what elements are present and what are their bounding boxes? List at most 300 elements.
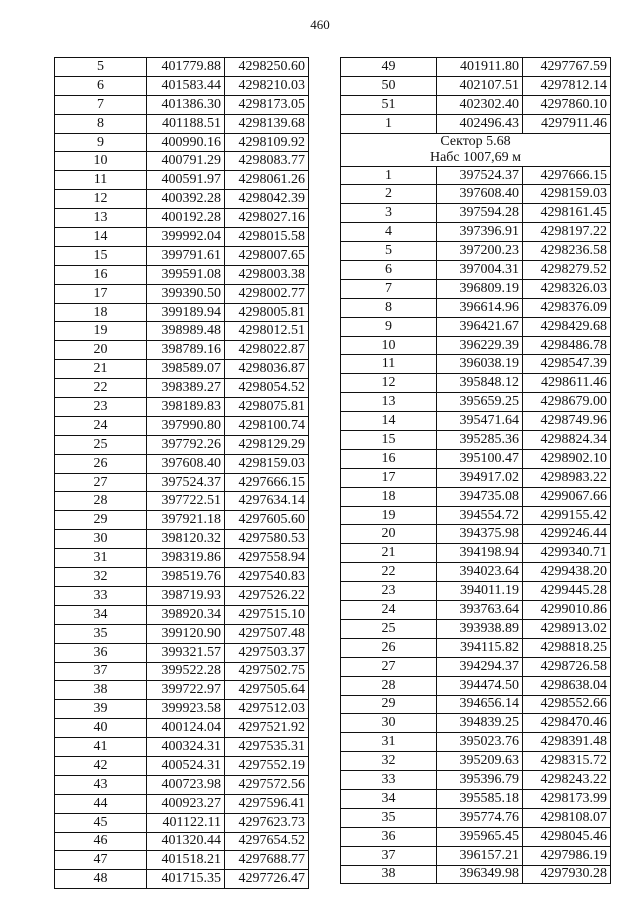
point-number-cell: 2 bbox=[341, 185, 437, 204]
y-coordinate-cell: 4298818.25 bbox=[523, 638, 611, 657]
x-coordinate-cell: 397594.28 bbox=[437, 204, 523, 223]
x-coordinate-cell: 400392.28 bbox=[147, 190, 225, 209]
point-number-cell: 51 bbox=[341, 95, 437, 114]
point-number-cell: 17 bbox=[341, 468, 437, 487]
x-coordinate-cell: 397004.31 bbox=[437, 261, 523, 280]
x-coordinate-cell: 394474.50 bbox=[437, 676, 523, 695]
table-row bbox=[341, 166, 611, 185]
table-row bbox=[341, 487, 611, 506]
x-coordinate-cell: 399923.58 bbox=[147, 700, 225, 719]
x-coordinate-cell: 397990.80 bbox=[147, 416, 225, 435]
y-coordinate-cell: 4297535.31 bbox=[225, 738, 309, 757]
page-number: 460 bbox=[310, 17, 330, 32]
point-number-cell: 14 bbox=[55, 228, 147, 247]
point-number-cell: 11 bbox=[341, 355, 437, 374]
table-row bbox=[55, 738, 309, 757]
x-coordinate-cell: 397524.37 bbox=[147, 473, 225, 492]
table-row bbox=[341, 468, 611, 487]
x-coordinate-cell: 393763.64 bbox=[437, 601, 523, 620]
y-coordinate-cell: 4298726.58 bbox=[523, 657, 611, 676]
y-coordinate-cell: 4297572.56 bbox=[225, 775, 309, 794]
point-number-cell: 38 bbox=[55, 681, 147, 700]
table-row bbox=[341, 76, 611, 95]
table-row bbox=[341, 865, 611, 884]
table-row bbox=[55, 492, 309, 511]
x-coordinate-cell: 394115.82 bbox=[437, 638, 523, 657]
point-number-cell: 46 bbox=[55, 832, 147, 851]
y-coordinate-cell: 4298749.96 bbox=[523, 412, 611, 431]
coordinates-table-left bbox=[54, 57, 309, 889]
point-number-cell: 30 bbox=[341, 714, 437, 733]
table-row bbox=[341, 657, 611, 676]
point-number-cell: 22 bbox=[55, 379, 147, 398]
y-coordinate-cell: 4297860.10 bbox=[523, 95, 611, 114]
y-coordinate-cell: 4297505.64 bbox=[225, 681, 309, 700]
table-row bbox=[55, 265, 309, 284]
table-row bbox=[341, 506, 611, 525]
sector-header-row bbox=[341, 133, 611, 166]
y-coordinate-cell: 4298005.81 bbox=[225, 303, 309, 322]
x-coordinate-cell: 398589.07 bbox=[147, 360, 225, 379]
point-number-cell: 16 bbox=[55, 265, 147, 284]
table-row bbox=[341, 374, 611, 393]
x-coordinate-cell: 394375.98 bbox=[437, 525, 523, 544]
point-number-cell: 34 bbox=[341, 789, 437, 808]
table-row bbox=[341, 846, 611, 865]
point-number-cell: 16 bbox=[341, 449, 437, 468]
point-number-cell: 12 bbox=[55, 190, 147, 209]
x-coordinate-cell: 398389.27 bbox=[147, 379, 225, 398]
point-number-cell: 40 bbox=[55, 719, 147, 738]
table-row bbox=[55, 133, 309, 152]
table-row bbox=[55, 870, 309, 889]
table-row bbox=[55, 379, 309, 398]
sector-title: Сектор 5.68 bbox=[440, 133, 511, 149]
x-coordinate-cell: 401188.51 bbox=[147, 114, 225, 133]
y-coordinate-cell: 4298279.52 bbox=[523, 261, 611, 280]
y-coordinate-cell: 4298547.39 bbox=[523, 355, 611, 374]
point-number-cell: 19 bbox=[341, 506, 437, 525]
x-coordinate-cell: 397792.26 bbox=[147, 435, 225, 454]
point-number-cell: 23 bbox=[55, 398, 147, 417]
table-row bbox=[341, 827, 611, 846]
table-row bbox=[55, 530, 309, 549]
y-coordinate-cell: 4298139.68 bbox=[225, 114, 309, 133]
table-row bbox=[55, 435, 309, 454]
y-coordinate-cell: 4298902.10 bbox=[523, 449, 611, 468]
table-row bbox=[341, 449, 611, 468]
point-number-cell: 28 bbox=[341, 676, 437, 695]
x-coordinate-cell: 402302.40 bbox=[437, 95, 523, 114]
x-coordinate-cell: 396157.21 bbox=[437, 846, 523, 865]
y-coordinate-cell: 4297726.47 bbox=[225, 870, 309, 889]
y-coordinate-cell: 4297515.10 bbox=[225, 605, 309, 624]
y-coordinate-cell: 4298983.22 bbox=[523, 468, 611, 487]
x-coordinate-cell: 399992.04 bbox=[147, 228, 225, 247]
table-row bbox=[341, 336, 611, 355]
point-number-cell: 13 bbox=[341, 393, 437, 412]
point-number-cell: 27 bbox=[341, 657, 437, 676]
point-number-cell: 26 bbox=[55, 454, 147, 473]
point-number-cell: 9 bbox=[55, 133, 147, 152]
x-coordinate-cell: 394554.72 bbox=[437, 506, 523, 525]
y-coordinate-cell: 4299067.66 bbox=[523, 487, 611, 506]
x-coordinate-cell: 400591.97 bbox=[147, 171, 225, 190]
table-row bbox=[341, 431, 611, 450]
point-number-cell: 19 bbox=[55, 322, 147, 341]
point-number-cell: 39 bbox=[55, 700, 147, 719]
table-row bbox=[55, 95, 309, 114]
x-coordinate-cell: 394656.14 bbox=[437, 695, 523, 714]
table-row bbox=[55, 662, 309, 681]
table-row bbox=[55, 549, 309, 568]
x-coordinate-cell: 400791.29 bbox=[147, 152, 225, 171]
table-row bbox=[55, 398, 309, 417]
point-number-cell: 22 bbox=[341, 563, 437, 582]
x-coordinate-cell: 394839.25 bbox=[437, 714, 523, 733]
point-number-cell: 43 bbox=[55, 775, 147, 794]
table-row bbox=[55, 851, 309, 870]
x-coordinate-cell: 397524.37 bbox=[437, 166, 523, 185]
y-coordinate-cell: 4298824.34 bbox=[523, 431, 611, 450]
y-coordinate-cell: 4298100.74 bbox=[225, 416, 309, 435]
point-number-cell: 17 bbox=[55, 284, 147, 303]
x-coordinate-cell: 396349.98 bbox=[437, 865, 523, 884]
x-coordinate-cell: 394198.94 bbox=[437, 544, 523, 563]
x-coordinate-cell: 401518.21 bbox=[147, 851, 225, 870]
point-number-cell: 14 bbox=[341, 412, 437, 431]
x-coordinate-cell: 401911.80 bbox=[437, 58, 523, 77]
table-row bbox=[55, 775, 309, 794]
y-coordinate-cell: 4298486.78 bbox=[523, 336, 611, 355]
y-coordinate-cell: 4297580.53 bbox=[225, 530, 309, 549]
table-row bbox=[55, 322, 309, 341]
table-row bbox=[341, 582, 611, 601]
table-row bbox=[341, 95, 611, 114]
x-coordinate-cell: 395965.45 bbox=[437, 827, 523, 846]
x-coordinate-cell: 395023.76 bbox=[437, 733, 523, 752]
point-number-cell: 36 bbox=[55, 643, 147, 662]
x-coordinate-cell: 402107.51 bbox=[437, 76, 523, 95]
y-coordinate-cell: 4298161.45 bbox=[523, 204, 611, 223]
y-coordinate-cell: 4298391.48 bbox=[523, 733, 611, 752]
x-coordinate-cell: 398519.76 bbox=[147, 568, 225, 587]
table-row bbox=[55, 303, 309, 322]
x-coordinate-cell: 395209.63 bbox=[437, 752, 523, 771]
point-number-cell: 27 bbox=[55, 473, 147, 492]
sector-height: Набс 1007,69 м bbox=[429, 149, 522, 165]
y-coordinate-cell: 4298022.87 bbox=[225, 341, 309, 360]
point-number-cell: 44 bbox=[55, 794, 147, 813]
table-row bbox=[341, 601, 611, 620]
x-coordinate-cell: 398789.16 bbox=[147, 341, 225, 360]
table-row bbox=[341, 638, 611, 657]
x-coordinate-cell: 395585.18 bbox=[437, 789, 523, 808]
x-coordinate-cell: 396421.67 bbox=[437, 317, 523, 336]
y-coordinate-cell: 4298129.29 bbox=[225, 435, 309, 454]
point-number-cell: 4 bbox=[341, 223, 437, 242]
point-number-cell: 33 bbox=[55, 586, 147, 605]
table-row bbox=[341, 298, 611, 317]
table-row bbox=[55, 756, 309, 775]
y-coordinate-cell: 4298054.52 bbox=[225, 379, 309, 398]
x-coordinate-cell: 400923.27 bbox=[147, 794, 225, 813]
point-number-cell: 21 bbox=[341, 544, 437, 563]
x-coordinate-cell: 395774.76 bbox=[437, 808, 523, 827]
point-number-cell: 5 bbox=[341, 242, 437, 261]
table-row bbox=[341, 676, 611, 695]
point-number-cell: 36 bbox=[341, 827, 437, 846]
table-row bbox=[341, 355, 611, 374]
table-row bbox=[55, 341, 309, 360]
y-coordinate-cell: 4297540.83 bbox=[225, 568, 309, 587]
x-coordinate-cell: 394735.08 bbox=[437, 487, 523, 506]
table-row bbox=[55, 568, 309, 587]
y-coordinate-cell: 4298210.03 bbox=[225, 76, 309, 95]
point-number-cell: 45 bbox=[55, 813, 147, 832]
x-coordinate-cell: 393938.89 bbox=[437, 619, 523, 638]
x-coordinate-cell: 402496.43 bbox=[437, 114, 523, 133]
coordinates-table-right bbox=[340, 57, 611, 884]
point-number-cell: 12 bbox=[341, 374, 437, 393]
point-number-cell: 35 bbox=[55, 624, 147, 643]
y-coordinate-cell: 4298045.46 bbox=[523, 827, 611, 846]
y-coordinate-cell: 4298315.72 bbox=[523, 752, 611, 771]
x-coordinate-cell: 396614.96 bbox=[437, 298, 523, 317]
x-coordinate-cell: 397200.23 bbox=[437, 242, 523, 261]
table-row bbox=[341, 393, 611, 412]
table-row bbox=[55, 171, 309, 190]
point-number-cell: 33 bbox=[341, 771, 437, 790]
table-row bbox=[55, 586, 309, 605]
y-coordinate-cell: 4297605.60 bbox=[225, 511, 309, 530]
x-coordinate-cell: 400192.28 bbox=[147, 209, 225, 228]
table-row bbox=[341, 204, 611, 223]
x-coordinate-cell: 398189.83 bbox=[147, 398, 225, 417]
x-coordinate-cell: 398719.93 bbox=[147, 586, 225, 605]
table-row bbox=[55, 152, 309, 171]
table-row bbox=[341, 544, 611, 563]
point-number-cell: 26 bbox=[341, 638, 437, 657]
y-coordinate-cell: 4297558.94 bbox=[225, 549, 309, 568]
y-coordinate-cell: 4297911.46 bbox=[523, 114, 611, 133]
y-coordinate-cell: 4298075.81 bbox=[225, 398, 309, 417]
x-coordinate-cell: 400124.04 bbox=[147, 719, 225, 738]
x-coordinate-cell: 398319.86 bbox=[147, 549, 225, 568]
y-coordinate-cell: 4298173.05 bbox=[225, 95, 309, 114]
y-coordinate-cell: 4298036.87 bbox=[225, 360, 309, 379]
point-number-cell: 24 bbox=[341, 601, 437, 620]
point-number-cell: 20 bbox=[341, 525, 437, 544]
x-coordinate-cell: 398120.32 bbox=[147, 530, 225, 549]
y-coordinate-cell: 4298002.77 bbox=[225, 284, 309, 303]
x-coordinate-cell: 396809.19 bbox=[437, 279, 523, 298]
point-number-cell: 20 bbox=[55, 341, 147, 360]
y-coordinate-cell: 4298108.07 bbox=[523, 808, 611, 827]
table-row bbox=[341, 752, 611, 771]
x-coordinate-cell: 395396.79 bbox=[437, 771, 523, 790]
x-coordinate-cell: 401583.44 bbox=[147, 76, 225, 95]
y-coordinate-cell: 4298376.09 bbox=[523, 298, 611, 317]
y-coordinate-cell: 4297502.75 bbox=[225, 662, 309, 681]
sector-header bbox=[341, 133, 611, 166]
point-number-cell: 50 bbox=[341, 76, 437, 95]
y-coordinate-cell: 4297688.77 bbox=[225, 851, 309, 870]
table-row bbox=[55, 209, 309, 228]
point-number-cell: 15 bbox=[55, 246, 147, 265]
x-coordinate-cell: 399522.28 bbox=[147, 662, 225, 681]
x-coordinate-cell: 401779.88 bbox=[147, 58, 225, 77]
x-coordinate-cell: 400990.16 bbox=[147, 133, 225, 152]
table-row bbox=[55, 832, 309, 851]
table-row bbox=[341, 733, 611, 752]
x-coordinate-cell: 400524.31 bbox=[147, 756, 225, 775]
point-number-cell: 23 bbox=[341, 582, 437, 601]
table-row bbox=[341, 619, 611, 638]
x-coordinate-cell: 395100.47 bbox=[437, 449, 523, 468]
point-number-cell: 7 bbox=[341, 279, 437, 298]
y-coordinate-cell: 4297507.48 bbox=[225, 624, 309, 643]
point-number-cell: 8 bbox=[55, 114, 147, 133]
y-coordinate-cell: 4298243.22 bbox=[523, 771, 611, 790]
y-coordinate-cell: 4298012.51 bbox=[225, 322, 309, 341]
y-coordinate-cell: 4297666.15 bbox=[225, 473, 309, 492]
y-coordinate-cell: 4299155.42 bbox=[523, 506, 611, 525]
y-coordinate-cell: 4298061.26 bbox=[225, 171, 309, 190]
point-number-cell: 41 bbox=[55, 738, 147, 757]
x-coordinate-cell: 394023.64 bbox=[437, 563, 523, 582]
x-coordinate-cell: 394917.02 bbox=[437, 468, 523, 487]
point-number-cell: 34 bbox=[55, 605, 147, 624]
y-coordinate-cell: 4297666.15 bbox=[523, 166, 611, 185]
y-coordinate-cell: 4299445.28 bbox=[523, 582, 611, 601]
y-coordinate-cell: 4297767.59 bbox=[523, 58, 611, 77]
point-number-cell: 48 bbox=[55, 870, 147, 889]
table-row bbox=[341, 695, 611, 714]
y-coordinate-cell: 4297596.41 bbox=[225, 794, 309, 813]
x-coordinate-cell: 401715.35 bbox=[147, 870, 225, 889]
table-row bbox=[341, 261, 611, 280]
x-coordinate-cell: 397608.40 bbox=[147, 454, 225, 473]
y-coordinate-cell: 4297634.14 bbox=[225, 492, 309, 511]
point-number-cell: 35 bbox=[341, 808, 437, 827]
point-number-cell: 11 bbox=[55, 171, 147, 190]
point-number-cell: 8 bbox=[341, 298, 437, 317]
point-number-cell: 47 bbox=[55, 851, 147, 870]
point-number-cell: 9 bbox=[341, 317, 437, 336]
point-number-cell: 31 bbox=[55, 549, 147, 568]
y-coordinate-cell: 4297526.22 bbox=[225, 586, 309, 605]
y-coordinate-cell: 4298429.68 bbox=[523, 317, 611, 336]
y-coordinate-cell: 4297986.19 bbox=[523, 846, 611, 865]
x-coordinate-cell: 399390.50 bbox=[147, 284, 225, 303]
table-row bbox=[55, 605, 309, 624]
point-number-cell: 5 bbox=[55, 58, 147, 77]
point-number-cell: 37 bbox=[55, 662, 147, 681]
table-row bbox=[341, 714, 611, 733]
point-number-cell: 6 bbox=[341, 261, 437, 280]
table-row bbox=[341, 114, 611, 133]
point-number-cell: 25 bbox=[341, 619, 437, 638]
table-row bbox=[341, 412, 611, 431]
y-coordinate-cell: 4299010.86 bbox=[523, 601, 611, 620]
x-coordinate-cell: 397722.51 bbox=[147, 492, 225, 511]
table-row bbox=[55, 246, 309, 265]
table-row bbox=[341, 58, 611, 77]
y-coordinate-cell: 4299340.71 bbox=[523, 544, 611, 563]
x-coordinate-cell: 401386.30 bbox=[147, 95, 225, 114]
table-row bbox=[55, 76, 309, 95]
x-coordinate-cell: 400723.98 bbox=[147, 775, 225, 794]
table-row bbox=[341, 185, 611, 204]
x-coordinate-cell: 401320.44 bbox=[147, 832, 225, 851]
x-coordinate-cell: 399591.08 bbox=[147, 265, 225, 284]
point-number-cell: 21 bbox=[55, 360, 147, 379]
x-coordinate-cell: 394011.19 bbox=[437, 582, 523, 601]
point-number-cell: 32 bbox=[55, 568, 147, 587]
y-coordinate-cell: 4297654.52 bbox=[225, 832, 309, 851]
x-coordinate-cell: 397608.40 bbox=[437, 185, 523, 204]
table-row bbox=[341, 242, 611, 261]
point-number-cell: 49 bbox=[341, 58, 437, 77]
y-coordinate-cell: 4298159.03 bbox=[523, 185, 611, 204]
x-coordinate-cell: 395848.12 bbox=[437, 374, 523, 393]
y-coordinate-cell: 4298236.58 bbox=[523, 242, 611, 261]
point-number-cell: 18 bbox=[341, 487, 437, 506]
x-coordinate-cell: 395659.25 bbox=[437, 393, 523, 412]
y-coordinate-cell: 4298173.99 bbox=[523, 789, 611, 808]
y-coordinate-cell: 4297930.28 bbox=[523, 865, 611, 884]
y-coordinate-cell: 4298679.00 bbox=[523, 393, 611, 412]
point-number-cell: 10 bbox=[341, 336, 437, 355]
table-row bbox=[55, 190, 309, 209]
y-coordinate-cell: 4299438.20 bbox=[523, 563, 611, 582]
point-number-cell: 37 bbox=[341, 846, 437, 865]
point-number-cell: 24 bbox=[55, 416, 147, 435]
y-coordinate-cell: 4298003.38 bbox=[225, 265, 309, 284]
table-row bbox=[341, 525, 611, 544]
table-row bbox=[341, 808, 611, 827]
point-number-cell: 42 bbox=[55, 756, 147, 775]
y-coordinate-cell: 4298083.77 bbox=[225, 152, 309, 171]
point-number-cell: 25 bbox=[55, 435, 147, 454]
y-coordinate-cell: 4297623.73 bbox=[225, 813, 309, 832]
point-number-cell: 10 bbox=[55, 152, 147, 171]
point-number-cell: 6 bbox=[55, 76, 147, 95]
table-row bbox=[55, 700, 309, 719]
point-number-cell: 15 bbox=[341, 431, 437, 450]
x-coordinate-cell: 399722.97 bbox=[147, 681, 225, 700]
x-coordinate-cell: 398920.34 bbox=[147, 605, 225, 624]
y-coordinate-cell: 4298042.39 bbox=[225, 190, 309, 209]
x-coordinate-cell: 399189.94 bbox=[147, 303, 225, 322]
point-number-cell: 3 bbox=[341, 204, 437, 223]
table-row bbox=[55, 643, 309, 662]
x-coordinate-cell: 395471.64 bbox=[437, 412, 523, 431]
y-coordinate-cell: 4298913.02 bbox=[523, 619, 611, 638]
y-coordinate-cell: 4297552.19 bbox=[225, 756, 309, 775]
y-coordinate-cell: 4297521.92 bbox=[225, 719, 309, 738]
point-number-cell: 29 bbox=[341, 695, 437, 714]
table-row bbox=[55, 681, 309, 700]
x-coordinate-cell: 399321.57 bbox=[147, 643, 225, 662]
x-coordinate-cell: 394294.37 bbox=[437, 657, 523, 676]
point-number-cell: 29 bbox=[55, 511, 147, 530]
x-coordinate-cell: 397921.18 bbox=[147, 511, 225, 530]
table-row bbox=[55, 454, 309, 473]
point-number-cell: 1 bbox=[341, 166, 437, 185]
x-coordinate-cell: 397396.91 bbox=[437, 223, 523, 242]
